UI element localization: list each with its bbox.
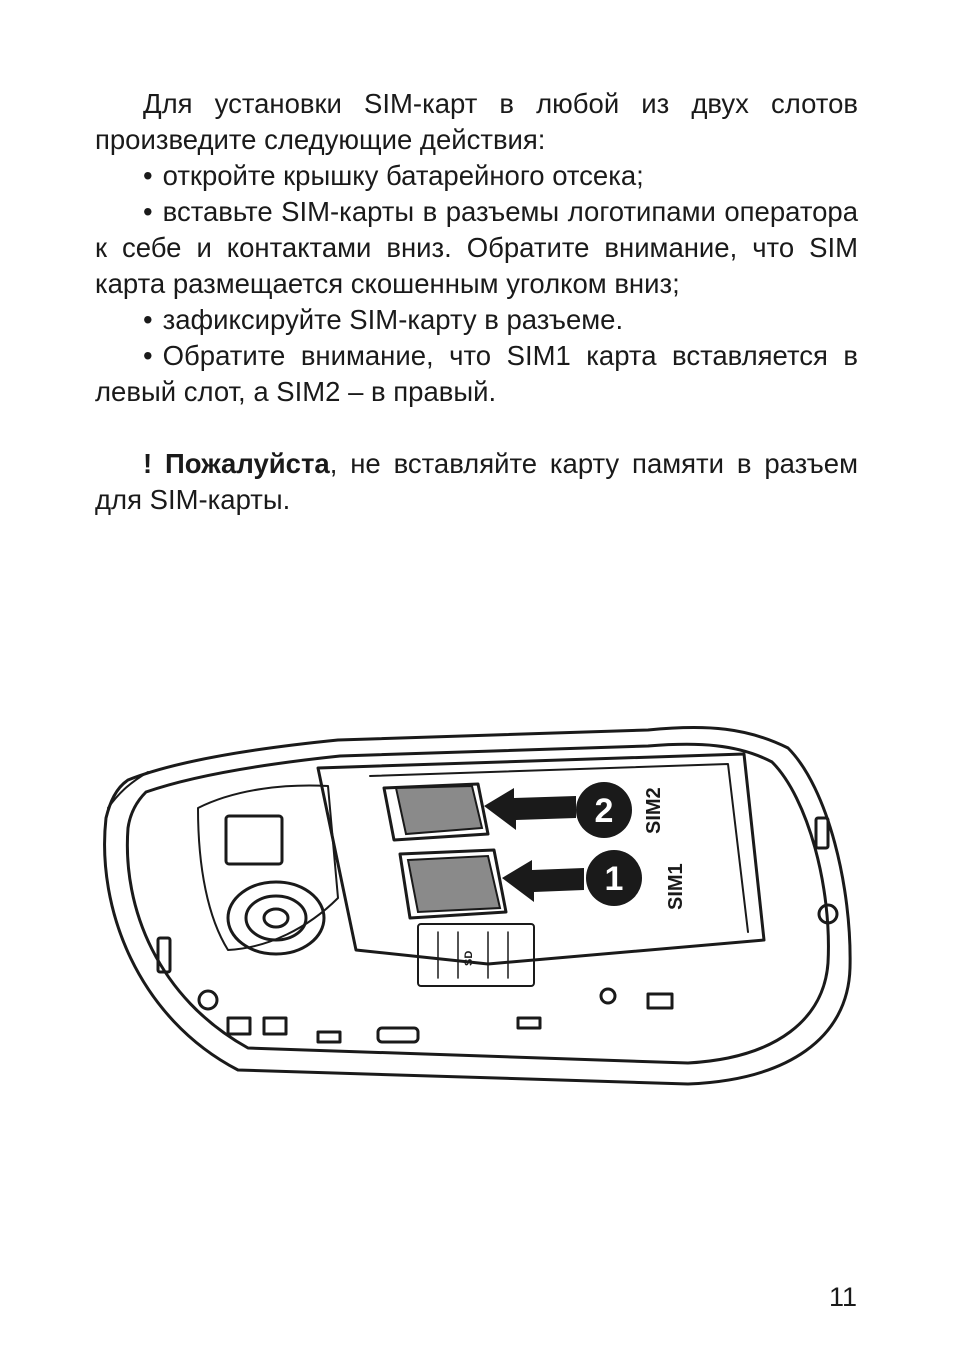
sim2-label: SIM2	[643, 787, 665, 834]
sim1-card	[408, 856, 500, 912]
usb-port	[378, 1028, 418, 1042]
warning-bold: ! Пожалуйста	[143, 448, 330, 479]
step-2: • вставьте SIM-карты в разъемы логотипами оператора к себе и контактами вниз. Обратите внимание, что SIM карта размещается скошенным уголком вниз;	[95, 196, 858, 299]
sd-label: SD	[463, 950, 475, 966]
step-1: • откройте крышку батарейного отсека;	[143, 160, 644, 191]
warning-text: , не вставляйте карту памяти в разъем для SIM-карты.	[95, 448, 858, 515]
sd-slot	[418, 924, 534, 986]
speaker-outer-ring	[228, 882, 324, 954]
step-3: • зафиксируйте SIM-карту в разъеме.	[143, 304, 624, 335]
step-4: • Обратите внимание, что SIM1 карта вставляется в левый слот, а SIM2 – в правый.	[95, 340, 858, 407]
camera-frame	[226, 816, 282, 864]
bullet-icon: •	[143, 196, 153, 227]
intro-paragraph: Для установки SIM-карт в любой из двух слотов произведите следующие действия:	[95, 88, 858, 155]
badge-2-label: 2	[594, 792, 614, 830]
badge-1-label: 1	[604, 860, 624, 898]
phone-sim-illustration	[88, 718, 866, 1090]
sim1-label: SIM1	[665, 863, 687, 910]
bullet-icon: •	[143, 160, 153, 191]
page-number: 11	[828, 1282, 857, 1312]
speaker-center	[264, 909, 288, 927]
battery-compartment	[318, 754, 764, 964]
bullet-icon: •	[143, 340, 153, 371]
instructions-text	[95, 86, 858, 518]
arrow-sim2-icon	[484, 788, 576, 830]
sim2-card	[396, 786, 482, 834]
bullet-icon: •	[143, 304, 153, 335]
warning-paragraph	[95, 446, 858, 518]
speaker-ring	[246, 896, 306, 940]
arrow-sim1-icon	[502, 860, 584, 902]
